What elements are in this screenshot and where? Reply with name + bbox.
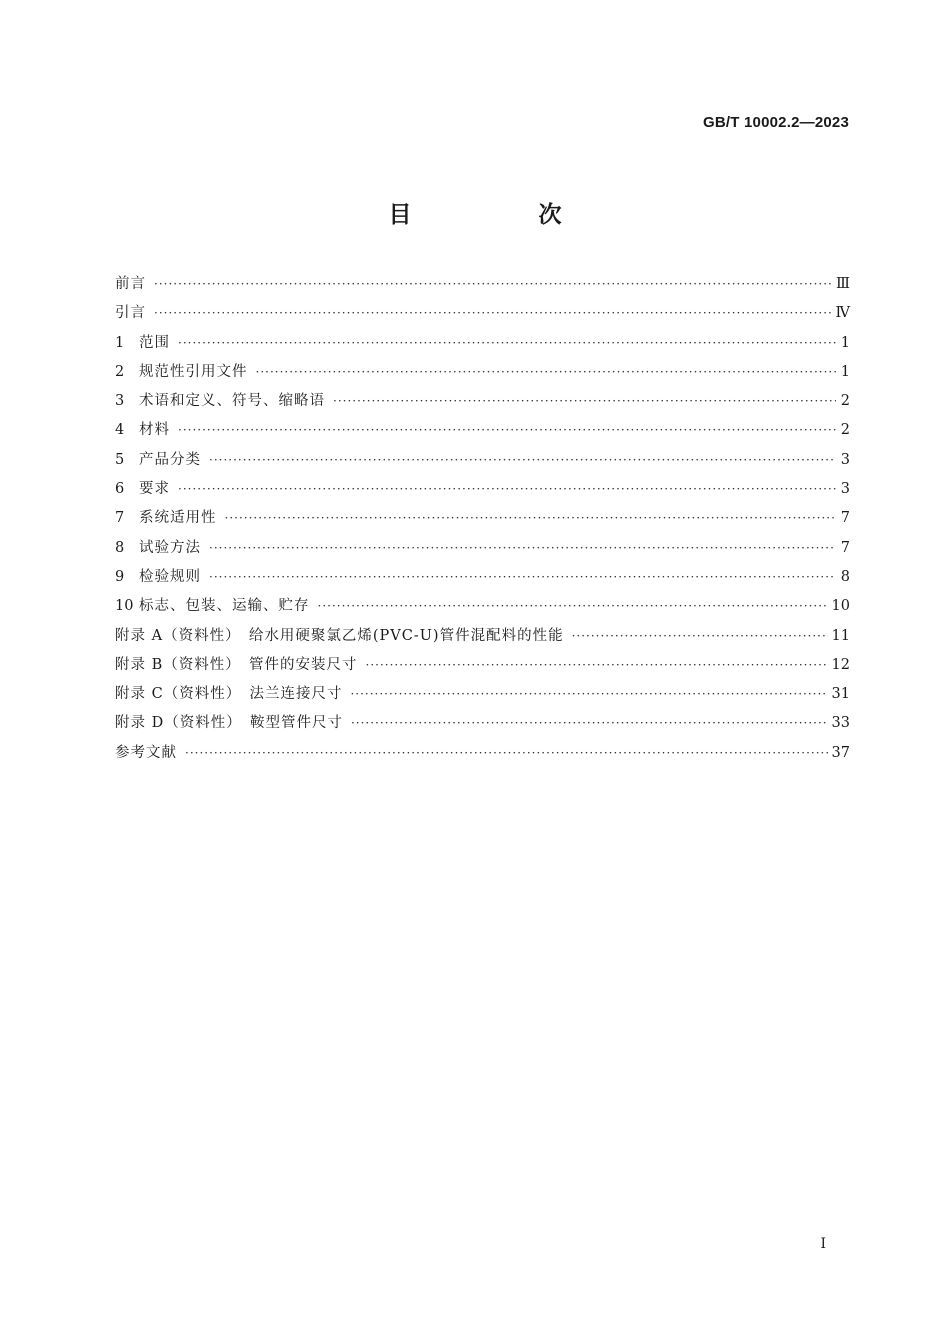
- toc-entry[interactable]: [115, 709, 850, 738]
- toc-entry-number: 7: [115, 510, 125, 527]
- toc-entry-page: Ⅲ: [836, 276, 850, 292]
- dot-leader: [209, 534, 836, 563]
- toc-entry-number: 8: [115, 539, 125, 556]
- toc-entry[interactable]: [115, 739, 850, 768]
- toc-entry-page: 11: [831, 627, 850, 644]
- toc-entry-title: 要求: [139, 481, 170, 498]
- table-of-contents: [115, 270, 850, 768]
- toc-entry-title: 材料: [139, 422, 170, 439]
- toc-entry[interactable]: [115, 504, 850, 533]
- toc-entry-page: Ⅳ: [835, 305, 850, 322]
- toc-entry-title: 附录 C（资料性） 法兰连接尺寸: [115, 686, 343, 703]
- toc-entry-title: 范围: [139, 334, 170, 351]
- toc-entry-title: 规范性引用文件: [139, 363, 248, 380]
- toc-entry-page: 1: [840, 334, 850, 351]
- toc-entry[interactable]: [115, 270, 850, 299]
- page-title: 目 次: [388, 202, 614, 228]
- toc-entry-number: 6: [115, 481, 125, 498]
- toc-entry-title: 检验规则: [139, 568, 201, 585]
- toc-entry-page: 7: [840, 510, 850, 527]
- toc-entry-title: 附录 D（资料性） 鞍型管件尺寸: [115, 715, 343, 732]
- dot-leader: [154, 299, 832, 328]
- toc-entry-title: 术语和定义、符号、缩略语: [139, 393, 325, 410]
- dot-leader: [225, 504, 837, 533]
- dot-leader: [178, 416, 836, 445]
- toc-entry[interactable]: [115, 329, 850, 358]
- toc-entry-page: 7: [840, 539, 850, 556]
- standard-code: GB/T 10002.2—2023: [703, 114, 849, 131]
- toc-entry-number: 9: [115, 568, 125, 585]
- dot-leader: [351, 709, 828, 738]
- toc-entry-page: 31: [831, 686, 850, 703]
- toc-entry-page: 2: [840, 422, 850, 439]
- dot-leader: [366, 651, 828, 680]
- toc-entry[interactable]: [115, 299, 850, 328]
- toc-entry-number: 5: [115, 451, 125, 468]
- dot-leader: [154, 270, 832, 299]
- toc-entry[interactable]: [115, 651, 850, 680]
- toc-entry-number: 4: [115, 422, 125, 439]
- toc-entry-title: 参考文献: [115, 744, 177, 761]
- dot-leader: [256, 358, 837, 387]
- page-number: I: [820, 1236, 826, 1252]
- toc-entry[interactable]: [115, 680, 850, 709]
- toc-entry-page: 37: [831, 744, 850, 761]
- toc-entry-page: 1: [840, 363, 850, 380]
- toc-entry-number: 10: [115, 598, 134, 615]
- toc-entry-number: 1: [115, 334, 125, 351]
- toc-entry-page: 8: [840, 568, 850, 585]
- toc-entry-page: 12: [831, 656, 850, 673]
- toc-entry-title: 附录 B（资料性） 管件的安装尺寸: [115, 656, 358, 673]
- toc-entry-title: 系统适用性: [139, 510, 217, 527]
- dot-leader: [178, 329, 836, 358]
- dot-leader: [185, 739, 828, 768]
- dot-leader: [209, 563, 836, 592]
- toc-entry-title: 引言: [115, 305, 146, 322]
- dot-leader: [333, 387, 836, 416]
- toc-entry[interactable]: [115, 534, 850, 563]
- dot-leader: [209, 446, 836, 475]
- toc-entry-title: 标志、包装、运输、贮存: [139, 598, 310, 615]
- toc-entry-title: 前言: [115, 276, 146, 292]
- dot-leader: [178, 475, 836, 504]
- toc-entry-number: 3: [115, 393, 125, 410]
- toc-entry[interactable]: [115, 563, 850, 592]
- toc-entry-page: 3: [840, 481, 850, 498]
- toc-entry-page: 2: [840, 393, 850, 410]
- dot-leader: [572, 622, 828, 651]
- toc-entry-page: 3: [840, 451, 850, 468]
- toc-entry-page: 33: [831, 715, 850, 732]
- toc-entry-number: 2: [115, 363, 125, 380]
- toc-entry[interactable]: [115, 387, 850, 416]
- toc-entry[interactable]: [115, 416, 850, 445]
- toc-entry-page: 10: [831, 598, 850, 615]
- toc-entry[interactable]: [115, 446, 850, 475]
- toc-entry[interactable]: [115, 475, 850, 504]
- toc-entry-title: 附录 A（资料性） 给水用硬聚氯乙烯(PVC-U)管件混配料的性能: [115, 627, 564, 644]
- dot-leader: [318, 592, 828, 621]
- toc-entry[interactable]: [115, 622, 850, 651]
- dot-leader: [350, 680, 827, 709]
- toc-entry-title: 产品分类: [139, 451, 201, 468]
- toc-entry[interactable]: [115, 358, 850, 387]
- toc-entry[interactable]: [115, 592, 850, 621]
- toc-entry-title: 试验方法: [139, 539, 201, 556]
